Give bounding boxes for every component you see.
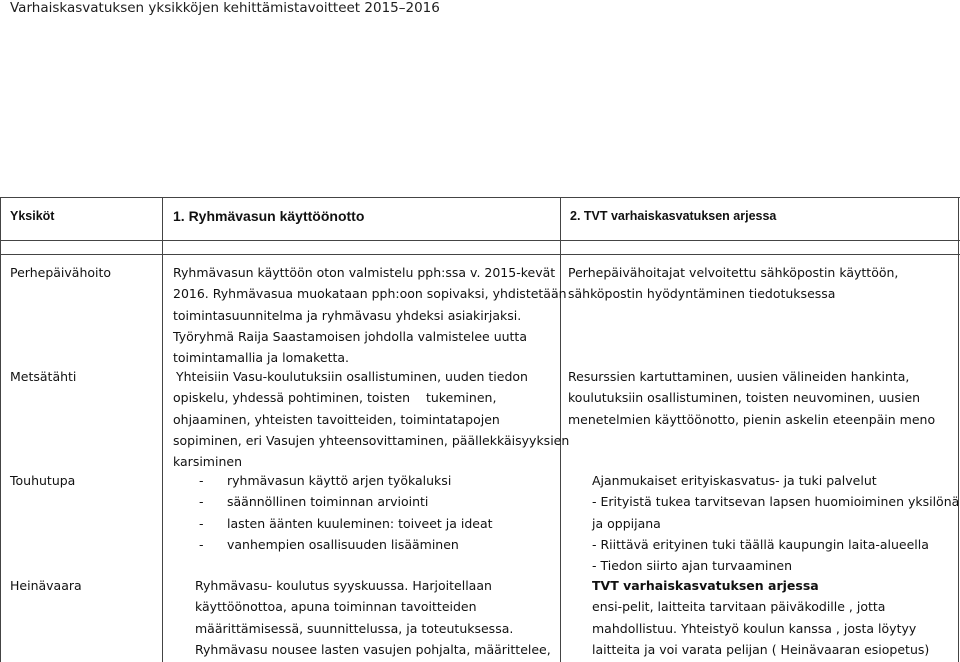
row-heinavaara-col2 [195, 575, 551, 660]
text-line: Resurssien kartuttaminen, uusien välineiden hankinta, [568, 369, 910, 384]
table-col-divider-1 [162, 197, 163, 662]
table-border-top [0, 197, 960, 198]
text-line: ohjaaminen, yhteisten tavoitteiden, toimintatapojen [173, 411, 500, 427]
row-touhutupa-col2 [195, 470, 493, 555]
text-line: karsiminen [173, 454, 242, 470]
text-line: Ajanmukaiset erityiskasvatus- ja tuki palvelut [592, 473, 877, 488]
text-line: - Erityistä tukea tarvitsevan lapsen huomioiminen yksilönä [592, 494, 960, 510]
text-line: ensi-pelit, laitteita tarvitaan päiväkodille , jotta [592, 599, 886, 615]
text-line: - Tiedon siirto ajan turvaaminen [592, 558, 793, 574]
row-metsatahti-col2 [173, 366, 569, 472]
unit-label: Heinävaara [10, 578, 82, 593]
list-item [195, 513, 493, 534]
list-item [195, 534, 493, 555]
table-border-left [0, 197, 1, 662]
row-metsatahti-col3 [568, 366, 935, 430]
table-body-divider [0, 254, 960, 255]
text-line: sähköpostin hyödyntäminen tiedotuksessa [568, 286, 836, 302]
table-border-right [958, 197, 959, 662]
list-item-text: lasten äänten kuuleminen: toiveet ja ideat [227, 515, 493, 531]
text-line: 2016. Ryhmävasua muokataan pph:oon sopivaksi, yhdistetään [173, 286, 567, 302]
header-tvt: 2. TVT varhaiskasvatuksen arjessa [570, 209, 777, 223]
text-line: Työryhmä Raija Saastamoisen johdolla valmistelee uutta [173, 328, 527, 344]
header-units: Yksiköt [10, 209, 55, 223]
text-line: - Riittävä erityinen tuki täällä kaupungin laita-alueella [592, 536, 929, 552]
list-item-text: vanhempien osallisuuden lisääminen [227, 536, 459, 552]
list-item-text: säännöllinen toiminnan arviointi [227, 494, 429, 510]
text-line: toimintamallia ja lomaketta. [173, 350, 350, 366]
text-line: TVT varhaiskasvatuksen arjessa [592, 578, 819, 593]
unit-label: Perhepäivähoito [10, 265, 112, 280]
text-line: käyttöönottoa, apuna toiminnan tavoitteiden [195, 599, 477, 615]
list-dash: - [199, 515, 204, 531]
table-header-divider [0, 240, 960, 241]
unit-label: Metsätähti [10, 369, 77, 384]
unit-label: Touhutupa [10, 473, 76, 488]
text-line: koulutuksiin osallistuminen, toisten neuvominen, uusien [568, 390, 921, 406]
text-line: Perhepäivähoitajat velvoitettu sähköpostin käyttöön, [568, 265, 899, 280]
text-line: ja oppijana [592, 515, 661, 531]
text-line: opiskelu, yhdessä pohtiminen, toisten tukeminen, [173, 390, 497, 406]
text-line: menetelmien käyttöönotto, pienin askelin eteenpäin meno [568, 411, 936, 427]
list-item [195, 491, 493, 512]
row-heinavaara-col3 [592, 575, 929, 660]
list-dash: - [199, 536, 204, 552]
text-line: laitteita ja voi varata pelijan ( Heinävaaran esiopetus) [592, 641, 930, 657]
text-line: sopiminen, eri Vasujen yhteensovittaminen, päällekkäisyyksien [173, 432, 570, 448]
document-title: Varhaiskasvatuksen yksikköjen kehittämistavoitteet 2015–2016 [10, 0, 440, 16]
text-line: määrittämisessä, suunnittelussa, ja toteutuksessa. [195, 620, 514, 636]
list-item-text: ryhmävasun käyttö arjen työkaluksi [227, 473, 452, 488]
text-line: Ryhmävasu- koulutus syyskuussa. Harjoitellaan [195, 578, 492, 593]
row-perhepaivahoito-col3 [568, 262, 898, 305]
text-line: toimintasuunnitelma ja ryhmävasu yhdeksi asiakirjaksi. [173, 307, 522, 323]
text-line: Ryhmävasun käyttöön oton valmistelu pph:ssa v. 2015-kevät [173, 265, 556, 280]
list-dash: - [199, 494, 204, 510]
list-dash: - [199, 473, 204, 488]
list-item [195, 470, 493, 491]
row-perhepaivahoito-col2 [173, 262, 567, 368]
text-line: Yhteisiin Vasu-koulutuksiin osallistuminen, uuden tiedon [176, 369, 528, 384]
header-ryhmavasu: 1. Ryhmävasun käyttöönotto [173, 208, 365, 224]
text-line: Ryhmävasu nousee lasten vasujen pohjalta, määrittelee, [195, 641, 551, 657]
row-touhutupa-col3 [592, 470, 959, 576]
text-line: mahdollistuu. Yhteistyö koulun kanssa , josta löytyy [592, 620, 917, 636]
